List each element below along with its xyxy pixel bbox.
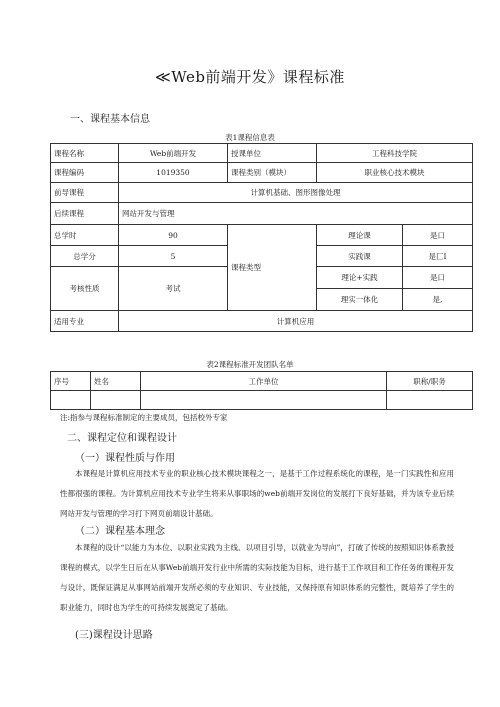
category-label: 课程类别（模块） bbox=[228, 163, 317, 183]
team-table bbox=[50, 371, 473, 410]
course-name-label: 课程名称 bbox=[51, 144, 119, 163]
subheading-philosophy: （二）课程基本理念 bbox=[75, 526, 165, 537]
section-heading-positioning: 二、课程定位和课程设计 bbox=[67, 433, 177, 444]
credits-value: 5 bbox=[119, 246, 228, 267]
paragraph-philosophy: 本课程的设计“以能力为本位、以职业实践为主线、以项目引导，以就业为导向”，打破了传统的按照知识体系教授课程的模式，以学生日后在从事Web前端开发行业中所需的实际技能为目标，进行基于工作项目和工作任务的课程开发与设计，既保证满足从事网站前端开发所必须的专业知识、专业技能，又保持原有知识体系的完整性，既培养了学生的职业能力，同时也为学生的可持续发展奠定了基础。 bbox=[60, 543, 454, 612]
type-theory-label: 理论课 bbox=[317, 225, 403, 246]
followup-value: 网站开发与管理 bbox=[119, 203, 473, 225]
course-code-value: 1019350 bbox=[119, 163, 228, 183]
assess-value: 考试 bbox=[119, 267, 228, 311]
course-name-value: Web前端开发 bbox=[119, 144, 228, 163]
dept-value: 工程科技学院 bbox=[317, 144, 473, 163]
category-value: 职业核心技术模块 bbox=[317, 163, 473, 183]
hours-label: 总学时 bbox=[51, 225, 119, 246]
team-header-title: 职称/职务 bbox=[387, 372, 473, 391]
team-header-name: 姓名 bbox=[91, 372, 141, 391]
type-integrated-label: 理实一体化 bbox=[317, 289, 403, 311]
hours-value: 90 bbox=[119, 225, 228, 246]
table2-note: 注:指参与课程标准制定的主要成员，包括校外专家 bbox=[60, 413, 228, 422]
subheading-design: (三)课程设计思路 bbox=[75, 630, 153, 641]
followup-label: 后续课程 bbox=[51, 203, 119, 225]
team-header-index: 序号 bbox=[51, 372, 91, 391]
assess-label: 考核性质 bbox=[51, 267, 119, 311]
major-value: 计算机应用 bbox=[119, 311, 473, 332]
type-practice-mark: 是匚I bbox=[403, 246, 473, 267]
credits-label: 总学分 bbox=[51, 246, 119, 267]
section-heading-basic-info: 一、课程基本信息 bbox=[70, 114, 150, 125]
type-theory-mark: 是口 bbox=[403, 225, 473, 246]
dept-label: 授课单位 bbox=[228, 144, 317, 163]
team-empty-row bbox=[51, 391, 473, 410]
type-practice-label: 实践课 bbox=[317, 246, 403, 267]
table1-caption: 表1课程信息表 bbox=[225, 133, 275, 142]
prereq-value: 计算机基础、图形图像处理 bbox=[119, 183, 473, 203]
paragraph-nature: 本课程是计算机应用技术专业的职业核心技术模块课程之一，是基于工作过程系统化的课程，是一门实践性和应用性都很强的课程。为计算机应用技术专业学生将来从事职场的web前端开发岗位的发展打下良好基础，并为该专业后续网站开发与管理的学习打下网页前端设计基础。 bbox=[60, 469, 454, 518]
table2-caption: 表2课程标准开发团队名单 bbox=[206, 360, 294, 369]
course-info-table bbox=[50, 143, 473, 332]
major-label: 适用专业 bbox=[51, 311, 119, 332]
prereq-label: 前导课程 bbox=[51, 183, 119, 203]
type-mixed-label: 理论+实践 bbox=[317, 267, 403, 289]
page-title: ≪Web前端开发》课程标准 bbox=[155, 68, 345, 86]
team-header-unit: 工作单位 bbox=[141, 372, 387, 391]
type-mixed-mark: 是口 bbox=[403, 267, 473, 289]
course-type-label: 课程类型 bbox=[228, 225, 317, 311]
subheading-nature: （一）课程性质与作用 bbox=[75, 453, 175, 464]
type-integrated-mark: 是, bbox=[403, 289, 473, 311]
course-code-label: 课程编码 bbox=[51, 163, 119, 183]
